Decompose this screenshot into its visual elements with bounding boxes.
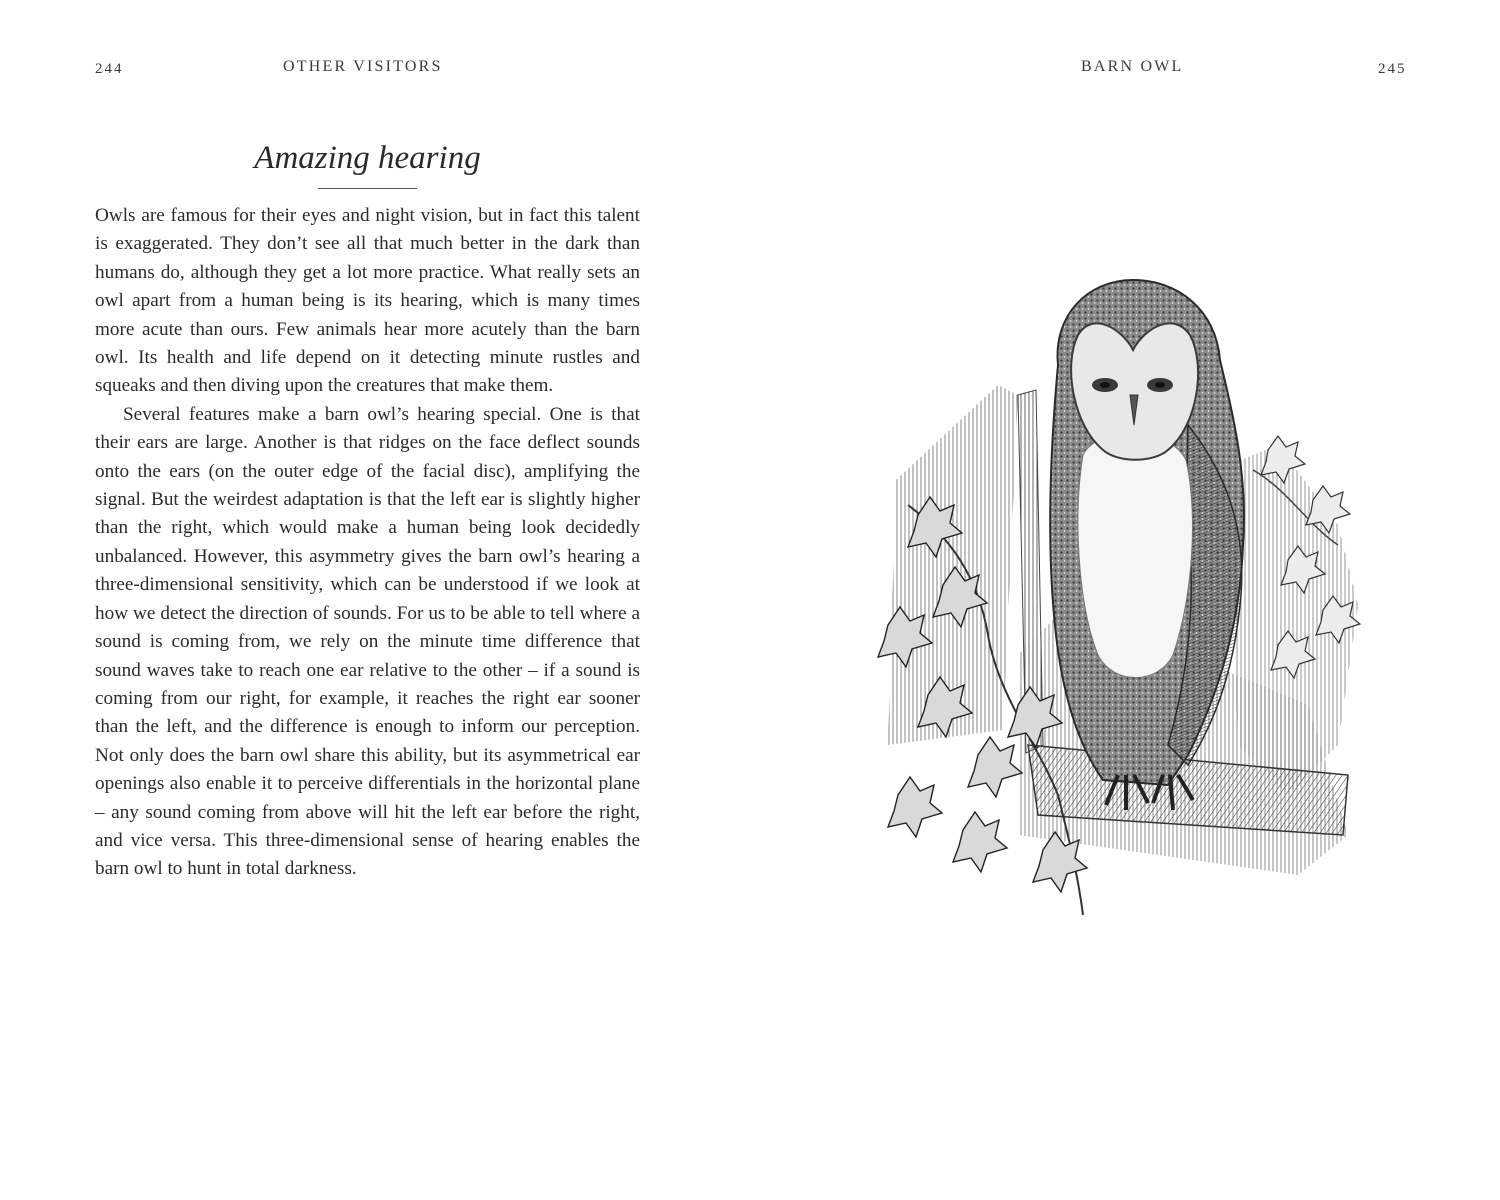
running-head-right: BARN OWL bbox=[1081, 58, 1184, 75]
page-number-right: 245 bbox=[1378, 61, 1407, 77]
paragraph: Several features make a barn owl’s hearing special. One is that their ears are large. Another is that ridges on the face deflect sounds onto the ears (on the outer edge of the facial disc), amplifying the signal. But the weirdest adaptation is that the left ear is slightly higher than the right, which would make a human being look decidedly unbalanced. However, this asymmetry gives the barn owl’s hearing a three-dimensional sensitivity, which can be understood if we look at how we detect the direction of sounds. For us to be able to tell where a sound is coming from, we rely on the minute time difference that sound waves take to reach one ear relative to the other – if a sound is coming from our right, for example, it reaches the right ear sooner than the left, and the difference is enough to inform our perception. Not only does the barn owl share this ability, but its asymmetrical ear openings also enable it to perceive differentials in the horizontal plane – any sound coming from above will hit the left ear before the right, and vice versa. This three-dimensional sense of hearing enables the barn owl to hunt in total darkness. bbox=[95, 403, 640, 880]
page-number-left: 244 bbox=[95, 61, 124, 77]
paragraph: Owls are famous for their eyes and night vision, but in fact this talent is exaggerated. They don’t see all that much better in the dark than humans do, although they get a lot more practice. What really sets an owl apart from a human being is its hearing, which is many times more acute than ours. Few animals hear more acutely than the barn owl. Its health and life depend on it detecting minute rustles and squeaks and then diving upon the creatures that make them. bbox=[95, 205, 640, 397]
running-head-left: OTHER VISITORS bbox=[283, 58, 443, 75]
right-page bbox=[750, 0, 1500, 1200]
body-text bbox=[95, 202, 640, 884]
title-rule bbox=[318, 188, 417, 189]
section-title: Amazing hearing bbox=[254, 140, 481, 176]
barn-owl-illustration bbox=[868, 275, 1380, 925]
